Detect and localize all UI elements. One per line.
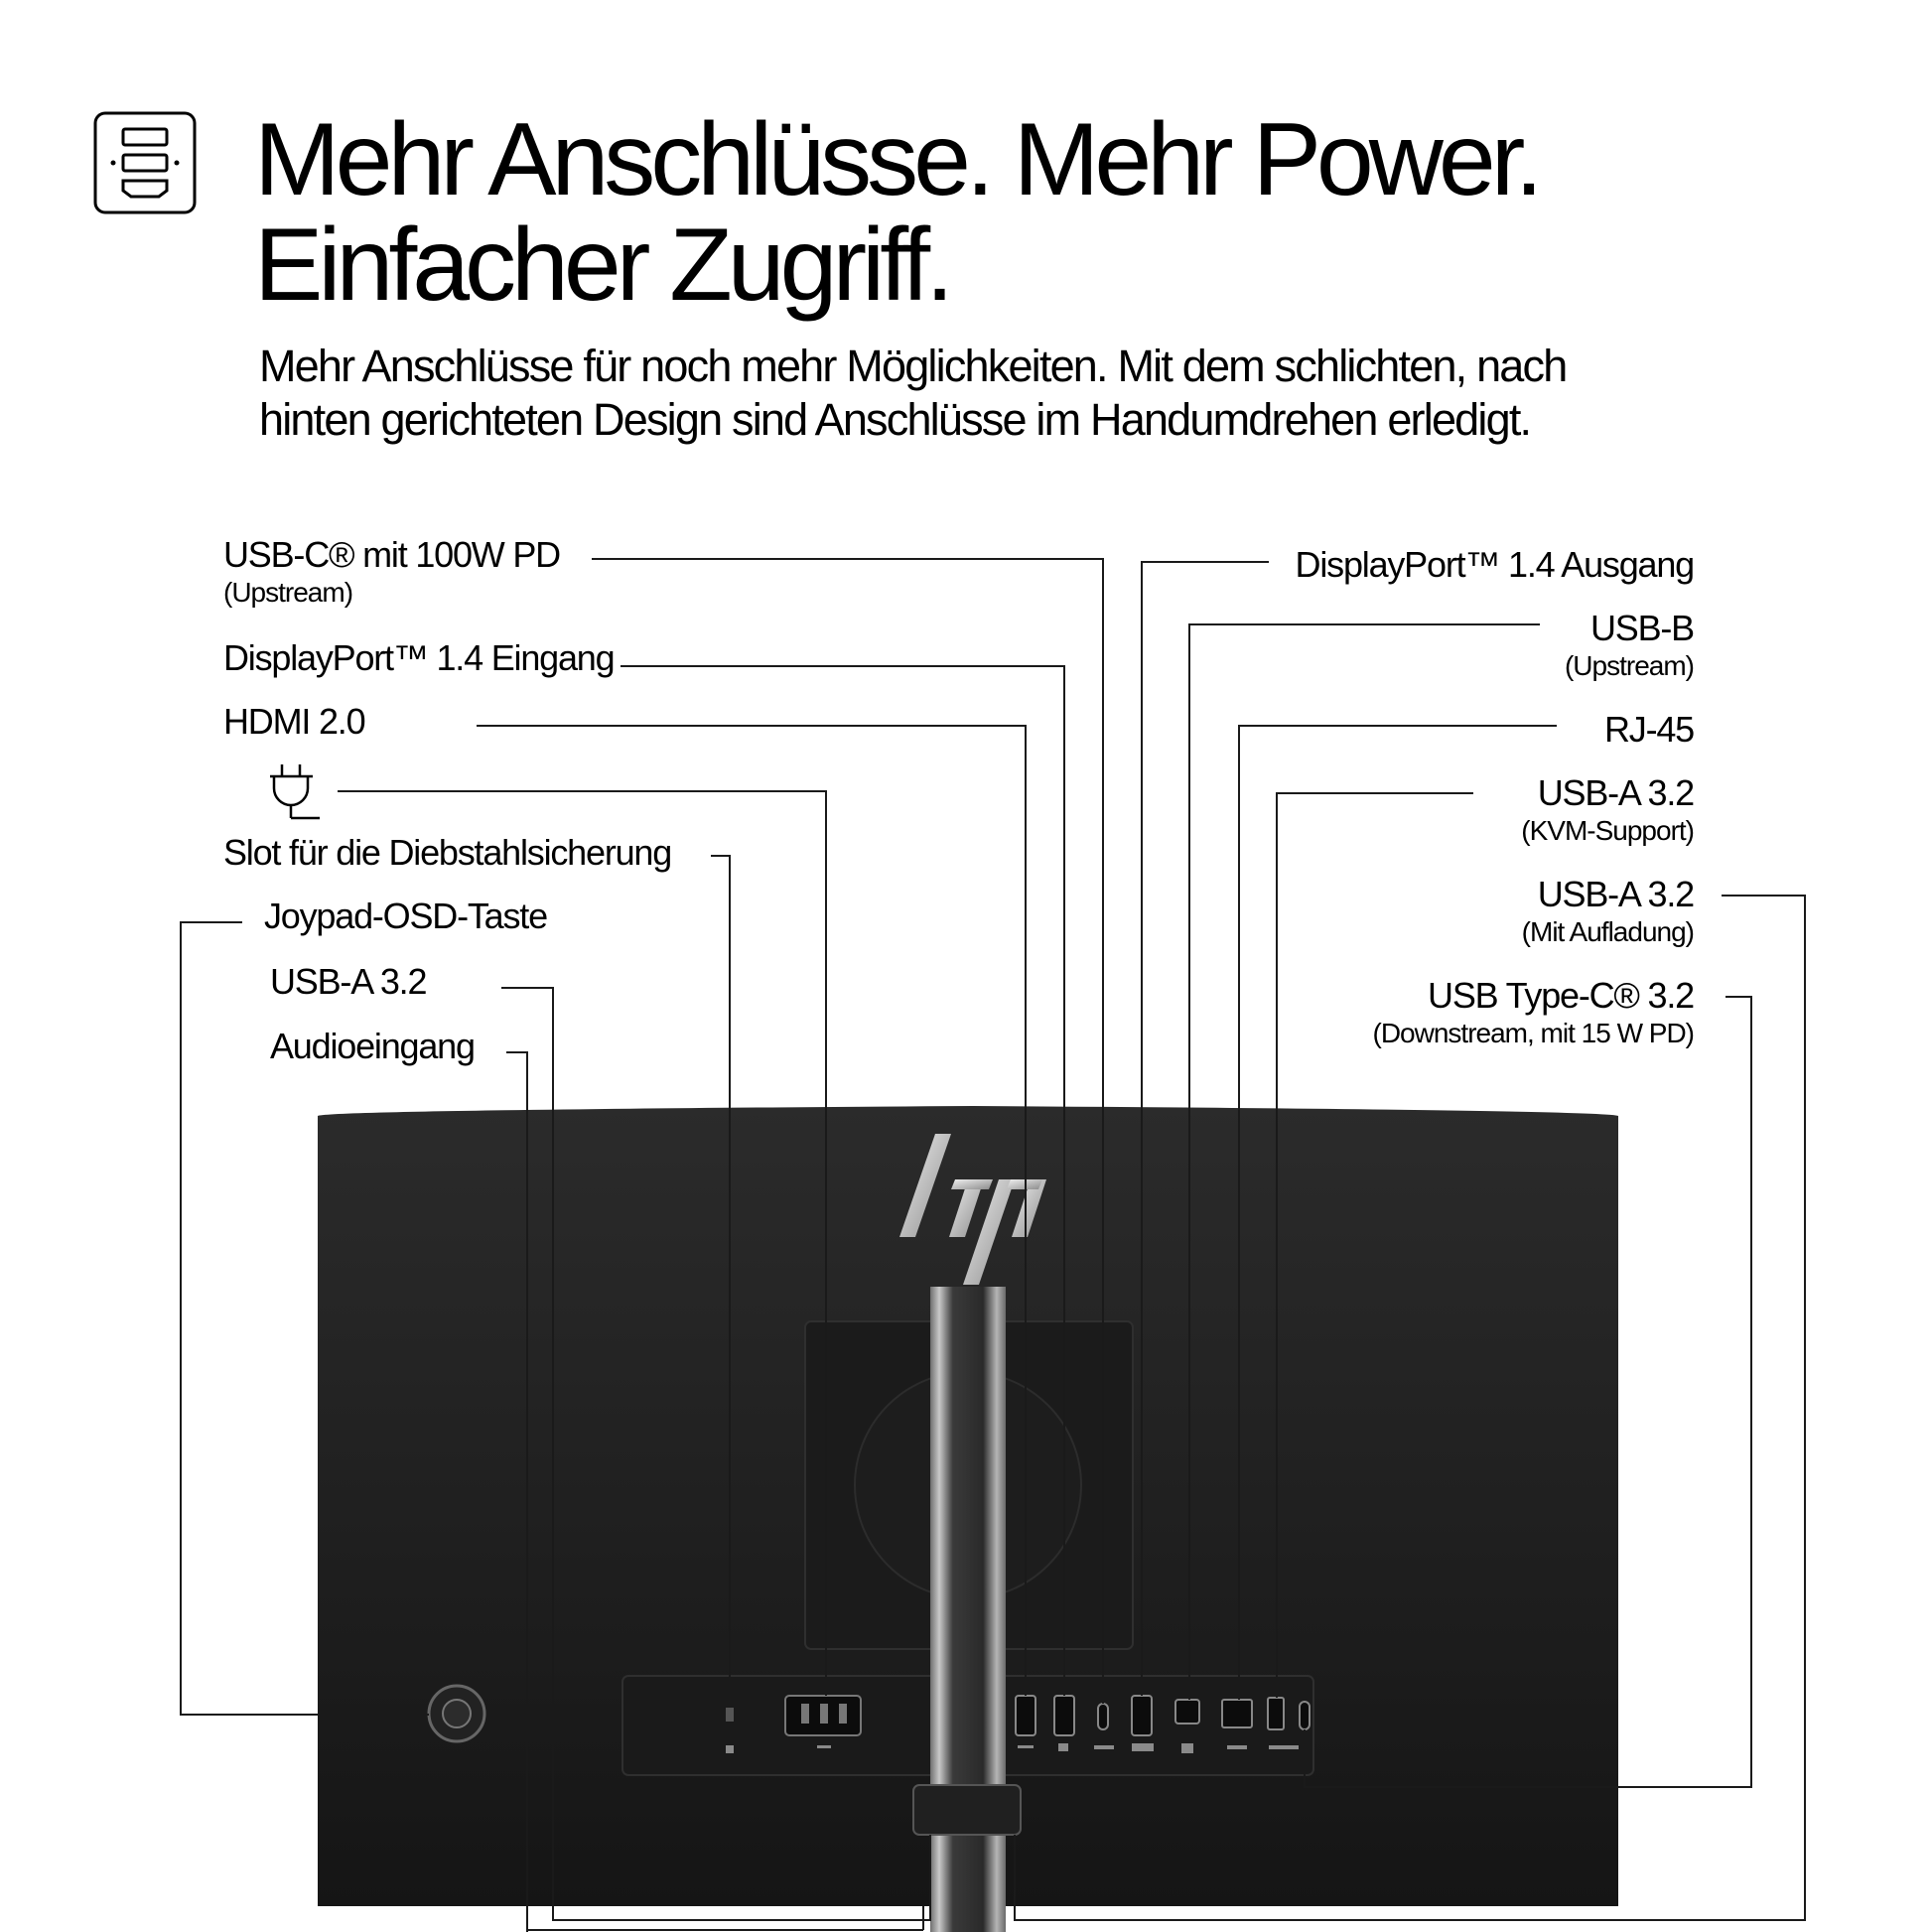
- label-usba-left: USB-A 3.2: [270, 961, 427, 1002]
- label-usba-charging: USB-A 3.2 (Mit Aufladung): [1521, 874, 1694, 948]
- subline-line-2: hinten gerichteten Design sind Anschlüsse im Handumdrehen erledigt.: [259, 394, 1531, 445]
- usbc-downstream-port: [1300, 1702, 1310, 1729]
- label-usba-kvm: USB-A 3.2 (KVM-Support): [1521, 772, 1694, 847]
- usbb-port: [1175, 1700, 1199, 1724]
- label-usbc-downstream: USB Type-C® 3.2 (Downstream, mit 15 W PD): [1372, 975, 1694, 1049]
- power-plug-icon: [270, 764, 320, 818]
- usba-kvm-port: [1268, 1698, 1284, 1729]
- label-hdmi: HDMI 2.0: [223, 701, 365, 742]
- headline-line-1: Mehr Anschlüsse. Mehr Power.: [254, 102, 1539, 217]
- cable-clip: [913, 1785, 1021, 1835]
- hdmi-port: [1016, 1696, 1035, 1735]
- label-displayport-in: DisplayPort™ 1.4 Eingang: [223, 637, 615, 678]
- label-joypad-osd: Joypad-OSD-Taste: [264, 896, 547, 936]
- usbc-upstream-port: [1098, 1704, 1108, 1729]
- rj45-port: [1222, 1700, 1252, 1727]
- joypad-osd-button: [429, 1686, 484, 1741]
- power-inlet-port: [785, 1696, 861, 1735]
- headline-line-2: Einfacher Zugriff.: [254, 207, 950, 323]
- security-slot-port: [726, 1708, 734, 1722]
- label-displayport-out: DisplayPort™ 1.4 Ausgang: [1295, 544, 1694, 585]
- label-audio-in: Audioeingang: [270, 1026, 475, 1066]
- label-security-slot: Slot für die Diebstahlsicherung: [223, 832, 672, 873]
- label-rj45: RJ-45: [1603, 709, 1694, 750]
- label-usbb-upstream: USB-B (Upstream): [1564, 608, 1694, 682]
- displayport-in-port: [1054, 1696, 1074, 1735]
- label-usbc-upstream: USB-C® mit 100W PD (Upstream): [223, 534, 560, 609]
- displayport-out-port: [1132, 1696, 1152, 1735]
- subline-line-1: Mehr Anschlüsse für noch mehr Möglichkeiten. Mit dem schlichten, nach: [259, 341, 1567, 391]
